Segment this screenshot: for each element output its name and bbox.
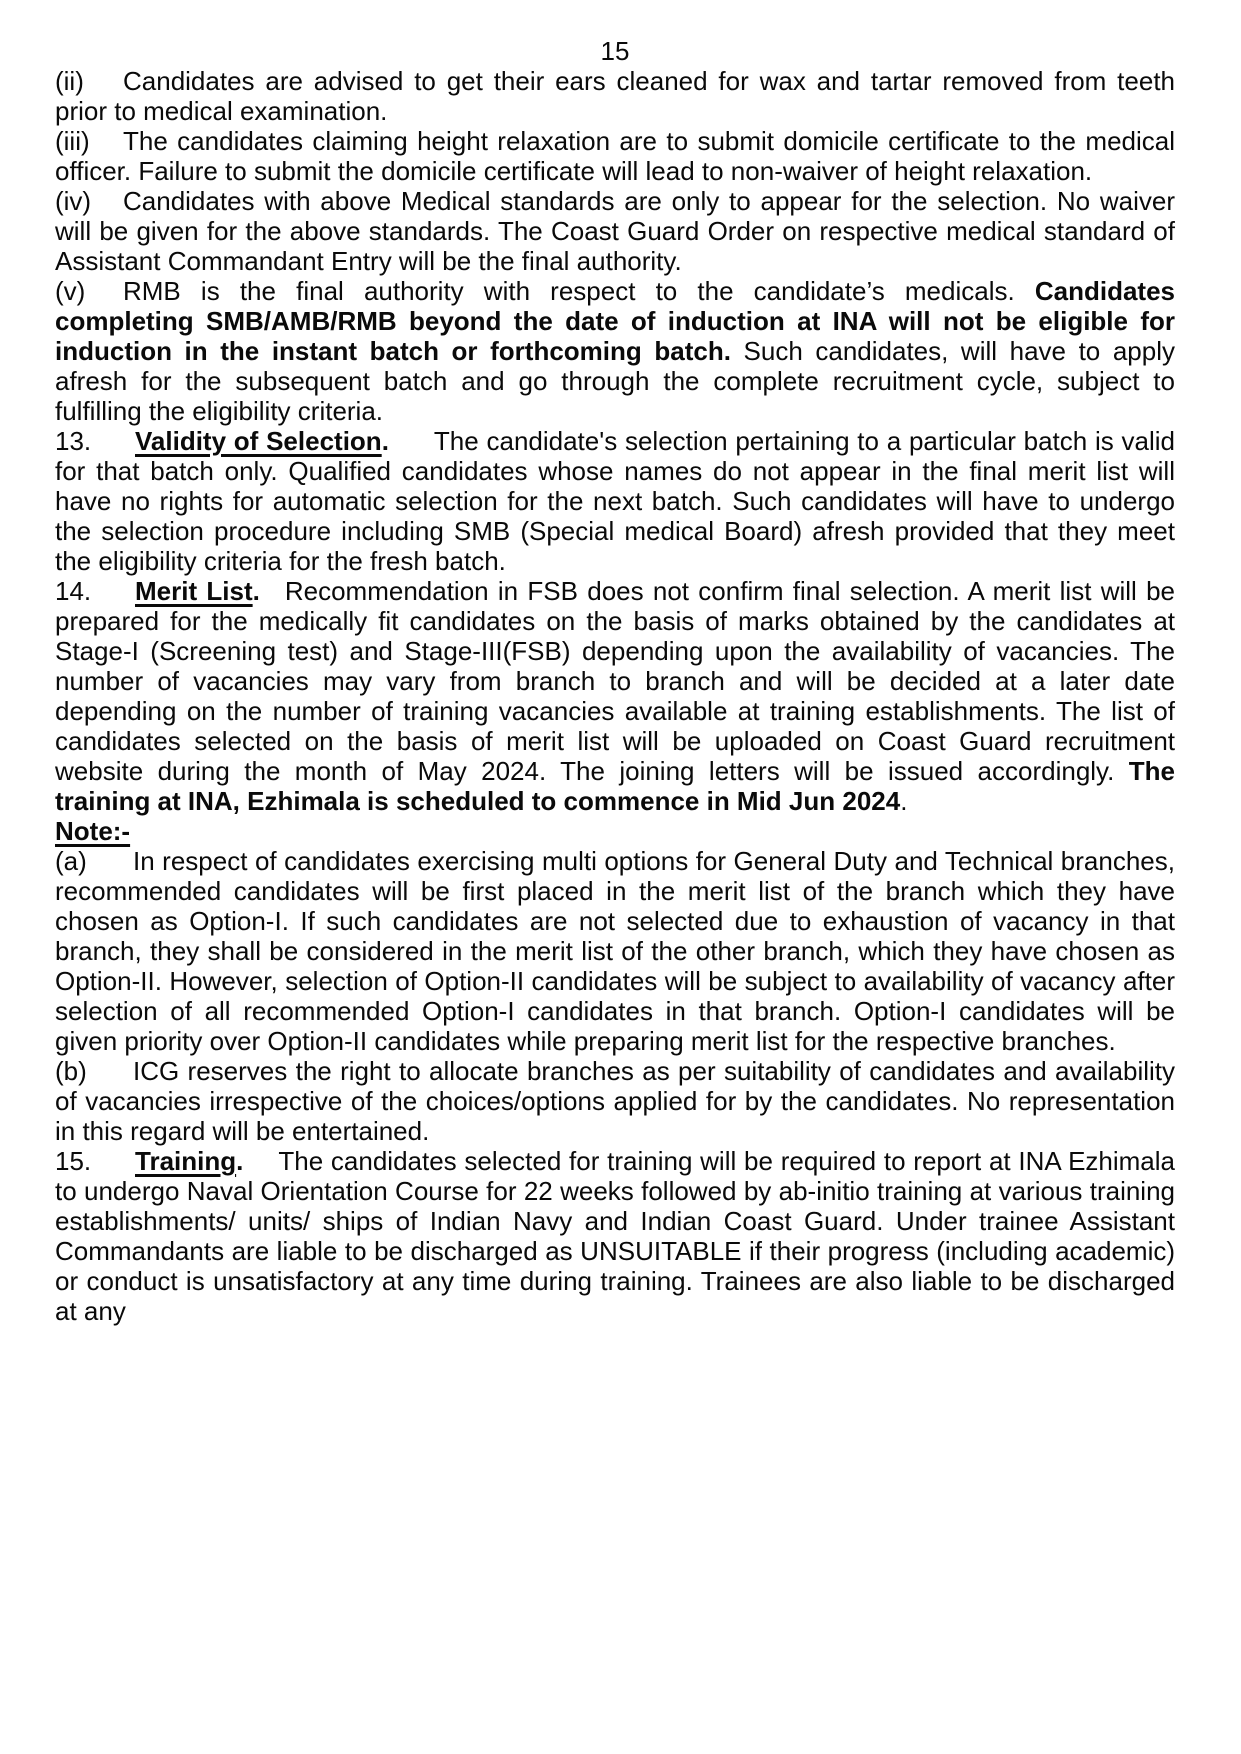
para-iv [55,186,1175,276]
para-v-text-normal: RMB is the final authority with respect to the candidate’s medicals. [123,276,1035,306]
para-14-heading: Merit List [135,576,253,606]
para-14-number: 14. [55,576,92,606]
para-14 [55,576,1175,816]
para-13-number: 13. [55,426,92,456]
note-heading-row [55,816,1175,846]
para-14-body-period: . [900,786,908,816]
para-a-label: (a) [55,846,87,876]
para-ii-label: (ii) [55,66,84,96]
para-a-text: In respect of candidates exercising multi options for General Duty and Technical branches, recommended candidates will be first placed in the merit list of the branch which they have chosen as Option-I. If such candidates are not selected due to exhaustion of vacancy in that branch, they shall be considered in the merit list of the other branch, which they have chosen as Option-II. However, selection of Option-II candidates will be subject to availability of vacancy after selection of all recommended Option-I candidates in that branch. Option-I candidates will be given priority over Option-II candidates while preparing merit list for the respective branches. [55,846,1175,1056]
heading-gap [389,449,434,450]
para-13-heading-period: . [381,426,389,456]
para-14-heading-period: . [252,576,260,606]
para-iii-text: The candidates claiming height relaxation are to submit domicile certificate to the medical officer. Failure to submit the domicile certificate will lead to non-waiver of height relaxation. [55,126,1175,186]
para-13 [55,426,1175,576]
para-15 [55,1146,1175,1326]
para-b [55,1056,1175,1146]
para-14-body-bold: The training at INA, Ezhimala is scheduled to commence in Mid Jun 2024 [55,756,1175,816]
para-15-number: 15. [55,1146,92,1176]
heading-gap [260,599,285,600]
para-iv-text: Candidates with above Medical standards are only to appear for the selection. No waiver will be given for the above standards. The Coast Guard Order on respective medical standard of Assistant Commandant Entry will be the final authority. [55,186,1175,276]
para-iii-label: (iii) [55,126,90,156]
para-v-text-after: Such candidates, will have to apply afresh for the subsequent batch and go through the complete recruitment cycle, subject to fulfilling the eligibility criteria. [55,336,1175,426]
para-15-heading: Training [135,1146,237,1176]
para-iv-label: (iv) [55,186,92,216]
para-v-text-bold: Candidates completing SMB/AMB/RMB beyond the date of induction at INA will not be eligible for induction in the instant batch or forthcoming batch. [55,276,1175,366]
para-v-label: (v) [55,276,86,306]
para-b-text: ICG reserves the right to allocate branches as per suitability of candidates and availability of vacancies irrespective of the choices/options applied for by the candidates. No representation in this regard will be entertained. [55,1056,1175,1146]
para-ii [55,66,1175,126]
heading-gap [243,1169,278,1170]
para-b-label: (b) [55,1056,87,1086]
para-ii-text: Candidates are advised to get their ears cleaned for wax and tartar removed from teeth prior to medical examination. [55,66,1175,126]
para-a [55,846,1175,1056]
note-heading: Note:- [55,816,131,846]
para-14-body: Recommendation in FSB does not confirm final selection. A merit list will be prepared for the medically fit candidates on the basis of marks obtained by the candidates at Stage-I (Screening test) and Stage-III(FSB) depending upon the availability of vacancies. The number of vacancies may vary from branch to branch and will be decided at a later date depending on the number of training vacancies available at training establishments. The list of candidates selected on the basis of merit list will be uploaded on Coast Guard recruitment website during the month of May 2024. The joining letters will be issued accordingly. [55,576,1175,786]
page-number: 15 [600,36,630,66]
para-v [55,276,1175,426]
para-13-heading: Validity of Selection [135,426,382,456]
para-13-body: The candidate's selection pertaining to a particular batch is valid for that batch only. Qualified candidates whose names do not appear in the final merit list will have no rights for automatic selection for the next batch. Such candidates will have to undergo the selection procedure including SMB (Special medical Board) afresh provided that they meet the eligibility criteria for the fresh batch. [55,426,1175,576]
para-15-body: The candidates selected for training will be required to report at INA Ezhimala to undergo Naval Orientation Course for 22 weeks followed by ab-initio training at various training establishments/ units/ ships of Indian Navy and Indian Coast Guard. Under trainee Assistant Commandants are liable to be discharged as UNSUITABLE if their progress (including academic) or conduct is unsatisfactory at any time during training. Trainees are also liable to be discharged at any [55,1146,1175,1326]
para-15-heading-period: . [236,1146,244,1176]
para-iii [55,126,1175,186]
